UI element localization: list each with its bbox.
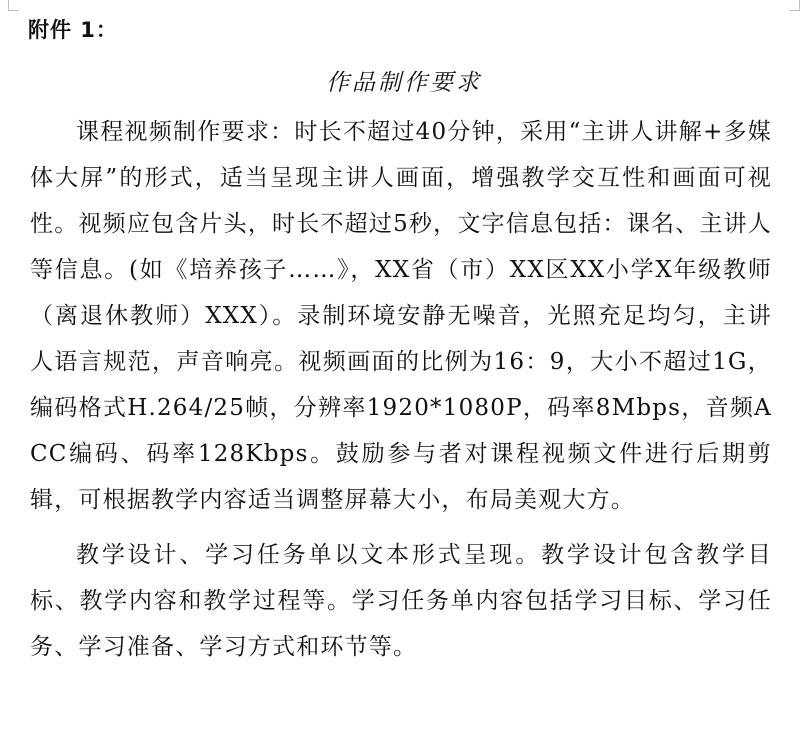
paragraph-teaching-design: 教学设计、学习任务单以文本形式呈现。教学设计包含教学目标、教学内容和教学过程等。学习任务单内容包括学习目标、学习任务、学习准备、学习方式和环节等。 xyxy=(30,542,772,660)
page-corner-mark-right xyxy=(789,0,800,11)
document-title: 作品制作要求 xyxy=(326,70,482,96)
page-corner-mark-left xyxy=(8,0,19,11)
document-body xyxy=(30,109,772,670)
paragraph-video-requirements: 课程视频制作要求：时长不超过40分钟，采用“主讲人讲解+多媒体大屏”的形式，适当呈现主讲人画面，增强教学交互性和画面可视性。视频应包含片头，时长不超过5秒，文字信息包括：课名、主讲人等信息。(如《培养孩子……》，XX省（市）XX区XX小学X年级教师（离退休教师）XXX）。录制环境安静无噪音，光照充足均匀，主讲人语言规范，声音响亮。视频画面的比例为16：9，大小不超过1G，编码格式H.264/25帧，分辨率1920*1080P，码率8Mbps，音频ACC编码、码率128Kbps。鼓励参与者对课程视频文件进行后期剪辑，可根据教学内容适当调整屏幕大小，布局美观大方。 xyxy=(30,119,772,513)
attachment-label: 附件 1： xyxy=(28,18,118,42)
